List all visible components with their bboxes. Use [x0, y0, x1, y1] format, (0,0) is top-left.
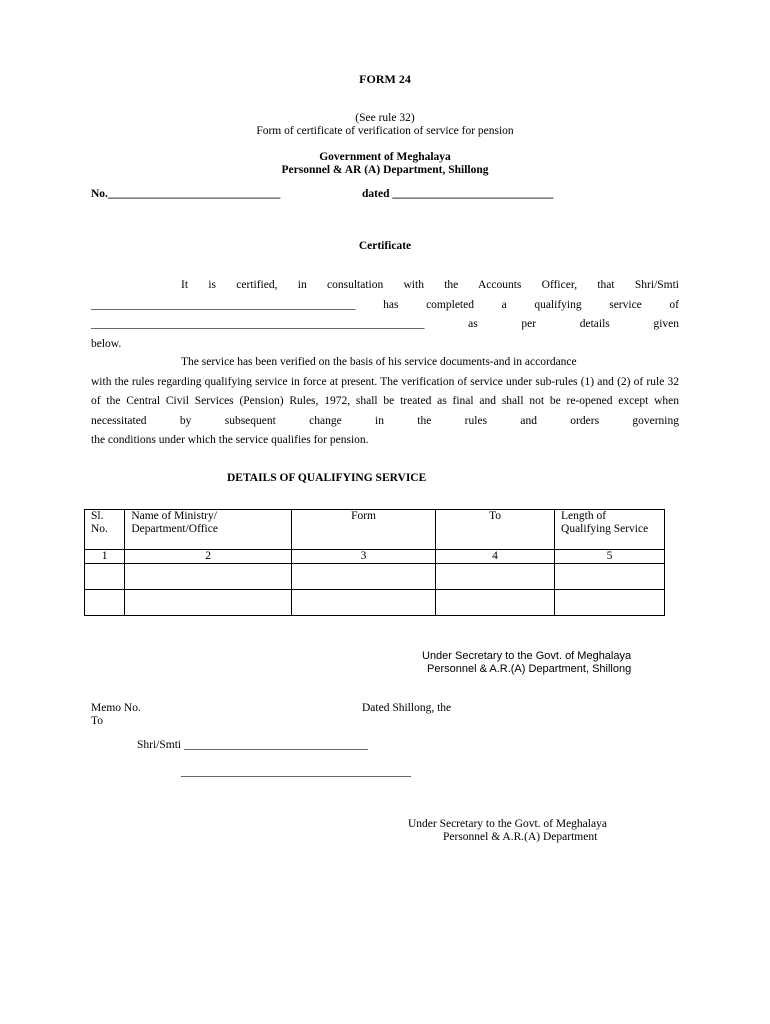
header-ministry: Name of Ministry/ Department/Office [125, 510, 292, 550]
column-number: 2 [125, 550, 292, 564]
verification-line-1: The service has been verified on the basis of his service documents-and in accordance [181, 356, 577, 368]
table-cell[interactable] [555, 590, 665, 616]
header-sl-no: Sl. No. [85, 510, 125, 550]
government-name: Government of Meghalaya [319, 151, 451, 163]
certificate-paragraph [91, 276, 679, 354]
reference-date: dated ____________________________ [362, 188, 554, 200]
column-number: 1 [85, 550, 125, 564]
verification-paragraph [91, 353, 679, 451]
reference-number: No.______________________________ [91, 188, 281, 200]
certificate-line-3: __________________________________________________________ as per details given [91, 318, 679, 330]
department-name: Personnel & AR (A) Department, Shillong [281, 164, 489, 176]
table-title: DETAILS OF QUALIFYING SERVICE [227, 472, 427, 484]
table-number-row [85, 550, 665, 564]
table-cell[interactable] [436, 564, 555, 590]
table-cell[interactable] [291, 590, 435, 616]
addressee-line: Shri/Smti ________________________________ [137, 739, 368, 751]
header-length: Length of Qualifying Service [555, 510, 665, 550]
certificate-line-2: ______________________________________________ has completed a qualifying service of [91, 298, 679, 311]
table-cell[interactable] [125, 564, 292, 590]
table-cell[interactable] [436, 590, 555, 616]
certificate-line-1: It is certified, in consultation with the Accounts Officer, that Shri/Smti [181, 279, 679, 291]
signatory-title: Under Secretary to the Govt. of Meghalaya [422, 650, 632, 662]
memo-date: Dated Shillong, the [362, 702, 452, 714]
certificate-line-4: below. [91, 337, 122, 350]
column-number: 3 [291, 550, 435, 564]
column-number: 4 [436, 550, 555, 564]
table-row [85, 590, 665, 616]
header-to: To [436, 510, 555, 550]
table-header-row [85, 510, 665, 550]
table-cell[interactable] [291, 564, 435, 590]
qualifying-service-table [84, 509, 665, 616]
form-number: FORM 24 [359, 72, 411, 86]
table-cell[interactable] [85, 564, 125, 590]
signatory-department-2: Personnel & A.R.(A) Department [443, 831, 598, 843]
addressee-blank-line: ________________________________________ [181, 766, 411, 778]
certificate-title: Certificate [358, 240, 412, 252]
column-number: 5 [555, 550, 665, 564]
header-form: Form [291, 510, 435, 550]
verification-last-line: the conditions under which the service qualifies for pension. [91, 434, 369, 446]
form-subtitle: Form of certificate of verification of service for pension [256, 125, 514, 137]
signatory-title-2: Under Secretary to the Govt. of Meghalaya [408, 818, 607, 830]
table-row [85, 564, 665, 590]
verification-body: with the rules regarding qualifying service in force at present. The verification of service under sub-rules (1) and (2) of rule 32 of the Central Civil Services (Pension) Rules, 1972, shall be treated as final and shall not be re-opened except when necessitated by subsequent change in the rules and orders governing [91, 375, 679, 427]
memo-to: To [91, 715, 103, 727]
table-cell[interactable] [125, 590, 292, 616]
rule-reference: (See rule 32) [355, 112, 415, 124]
table-cell[interactable] [85, 590, 125, 616]
table-cell[interactable] [555, 564, 665, 590]
signatory-department: Personnel & A.R.(A) Department, Shillong [427, 663, 632, 675]
memo-number: Memo No. [91, 702, 141, 714]
